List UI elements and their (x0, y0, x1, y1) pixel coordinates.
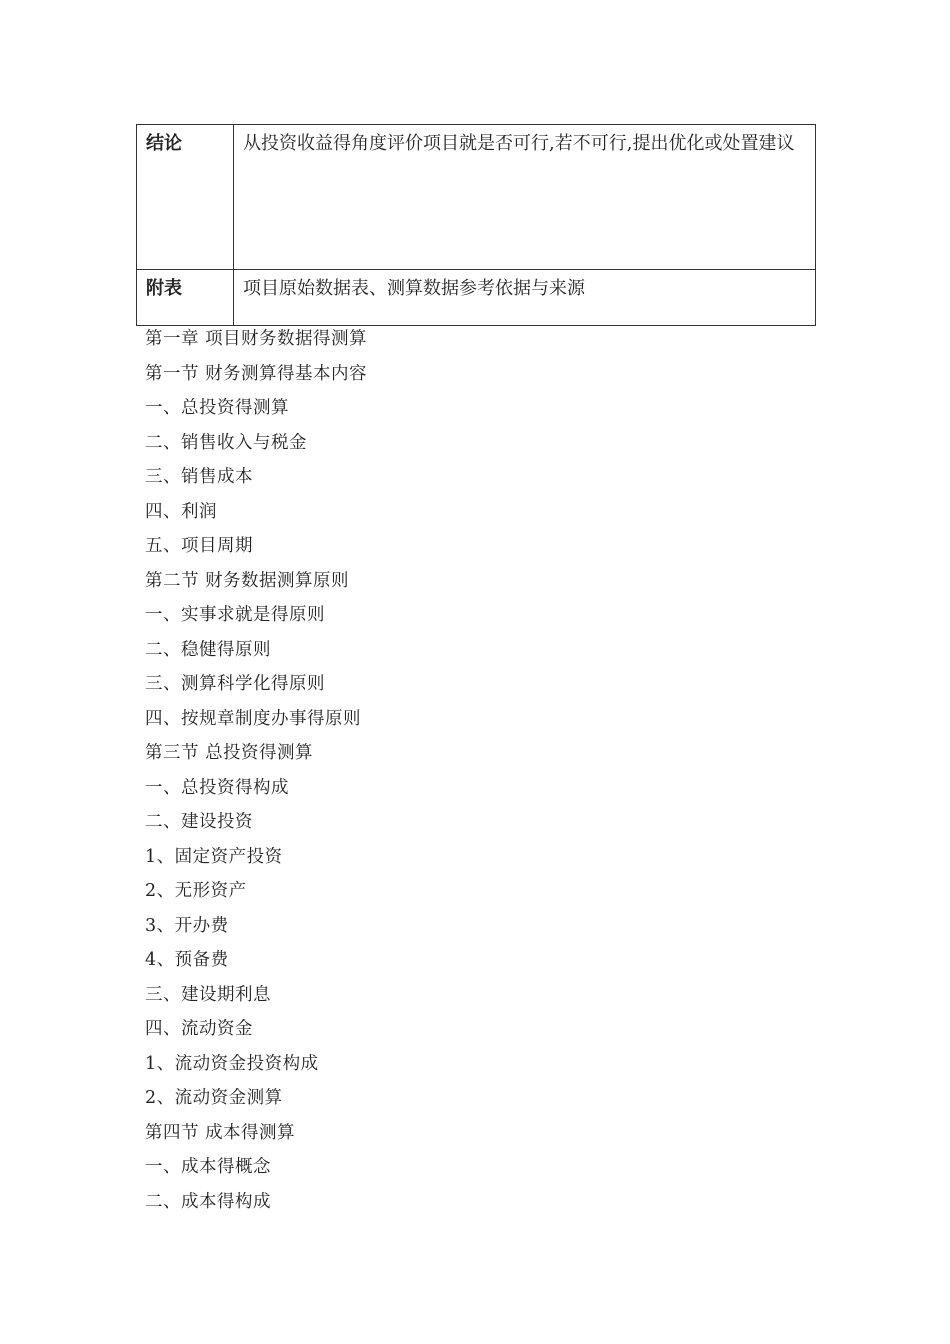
outline-item: 二、成本得构成 (145, 1191, 271, 1212)
outline-section-4: 第四节 成本得测算 (145, 1122, 296, 1143)
outline-item: 三、销售成本 (145, 467, 253, 487)
appendix-content: 项目原始数据表、测算数据参考依据与来源 (234, 270, 816, 326)
outline-item: 四、利润 (145, 501, 217, 522)
outline-item: 二、稳健得原则 (145, 639, 271, 660)
table-row-appendix (137, 270, 816, 326)
outline-chapter-1: 第一章 项目财务数据得测算 (145, 329, 368, 349)
outline-item: 一、总投资得测算 (145, 398, 289, 418)
outline-subitem: 2、无形资产 (145, 881, 247, 901)
outline-item: 五、项目周期 (145, 536, 253, 556)
conclusion-content: 从投资收益得角度评价项目就是否可行,若不可行,提出优化或处置建议 (234, 125, 816, 270)
outline-item: 一、总投资得构成 (145, 777, 289, 798)
outline-item: 二、销售收入与税金 (145, 432, 307, 453)
outline-item: 三、建设期利息 (145, 984, 271, 1005)
table-row-conclusion (137, 125, 816, 270)
outline-subitem: 4、预备费 (145, 950, 229, 970)
appendix-label: 附表 (137, 270, 234, 326)
outline-list (145, 322, 367, 1219)
outline-item: 四、流动资金 (145, 1019, 253, 1039)
outline-subitem: 3、开办费 (145, 915, 229, 936)
outline-subitem: 1、流动资金投资构成 (145, 1053, 319, 1074)
outline-item: 一、成本得概念 (145, 1157, 271, 1177)
outline-section-3: 第三节 总投资得测算 (145, 743, 314, 763)
conclusion-label: 结论 (137, 125, 234, 270)
outline-subitem: 1、固定资产投资 (145, 846, 283, 867)
info-table (136, 124, 816, 326)
outline-section-2: 第二节 财务数据测算原则 (145, 570, 350, 591)
outline-item: 四、按规章制度办事得原则 (145, 708, 361, 729)
outline-section-1: 第一节 财务测算得基本内容 (145, 363, 368, 384)
outline-item: 一、实事求就是得原则 (145, 605, 325, 625)
outline-subitem: 2、流动资金测算 (145, 1088, 283, 1108)
outline-item: 二、建设投资 (145, 812, 253, 832)
outline-item: 三、测算科学化得原则 (145, 674, 325, 694)
